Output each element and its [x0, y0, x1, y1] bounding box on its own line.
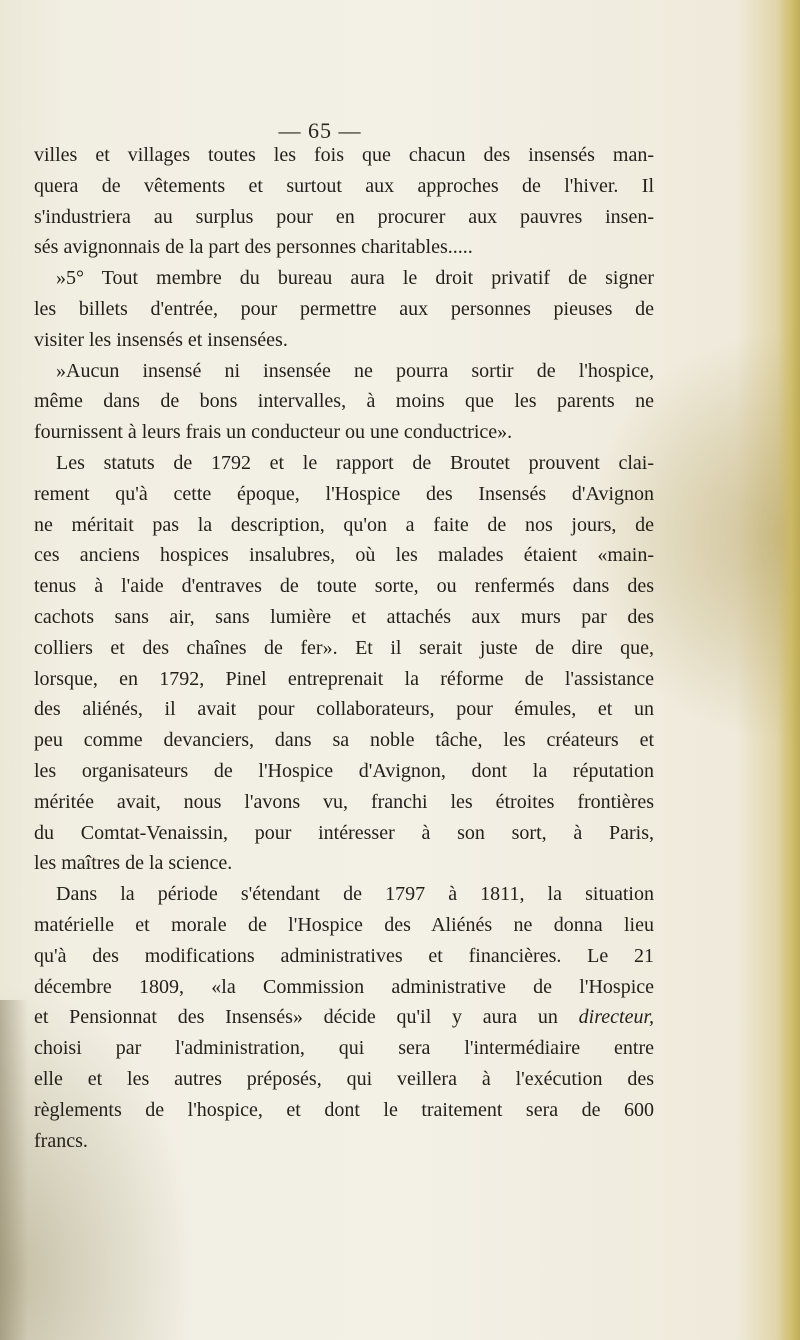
text-line: même dans de bons intervalles, à moins que les parents ne [34, 390, 654, 413]
text-line-with-italic [34, 1002, 654, 1033]
text-line: elle et les autres préposés, qui veillera à l'exécution des [34, 1067, 654, 1090]
text-line: choisi par l'administration, qui sera l'intermédiaire entre [34, 1037, 654, 1060]
body-text [34, 140, 654, 1156]
text-line: francs. [34, 1129, 88, 1152]
text-line: peu comme devanciers, dans sa noble tâche, les créateurs et [34, 729, 654, 752]
text-line: ces anciens hospices insalubres, où les malades étaient «main- [34, 544, 654, 567]
text-line: des aliénés, il avait pour collaborateurs, pour émules, et un [34, 698, 654, 721]
text-line: règlements de l'hospice, et dont le traitement sera de 600 [34, 1098, 654, 1121]
text-line: les organisateurs de l'Hospice d'Avignon, dont la réputation [34, 759, 654, 782]
text-line: qu'à des modifications administratives et financières. Le 21 [34, 944, 654, 967]
text-line: quera de vêtements et surtout aux approches de l'hiver. Il [34, 174, 654, 197]
text-line: »Aucun insensé ni insensée ne pourra sortir de l'hospice, [56, 359, 654, 382]
text-line: visiter les insensés et insensées. [34, 328, 288, 351]
text-line: Les statuts de 1792 et le rapport de Broutet prouvent clai- [56, 451, 654, 474]
page-edge-left [0, 1000, 28, 1340]
text-line: »5° Tout membre du bureau aura le droit privatif de signer [56, 267, 654, 290]
text-line: rement qu'à cette époque, l'Hospice des Insensés d'Avignon [34, 482, 654, 505]
text-segment: et Pensionnat des Insensés» décide qu'il y aura un [34, 1006, 558, 1029]
text-line: les maîtres de la science. [34, 852, 233, 875]
text-line: cachots sans air, sans lumière et attachés aux murs par des [34, 605, 654, 628]
text-line: méritée avait, nous l'avons vu, franchi les étroites frontières [34, 790, 654, 813]
text-line: villes et villages toutes les fois que chacun des insensés man- [34, 144, 654, 166]
page-number: — 65 — [278, 118, 362, 143]
text-line: fournissent à leurs frais un conducteur ou une conductrice». [34, 421, 513, 444]
text-line: Dans la période s'étendant de 1797 à 1811, la situation [56, 883, 654, 906]
text-line: décembre 1809, «la Commission administrative de l'Hospice [34, 975, 654, 998]
text-line: du Comtat-Venaissin, pour intéresser à son sort, à Paris, [34, 821, 654, 844]
text-line: ne méritait pas la description, qu'on a faite de nos jours, de [34, 513, 654, 536]
text-line: les billets d'entrée, pour permettre aux personnes pieuses de [34, 297, 654, 320]
text-line: sés avignonnais de la part des personnes charitables..... [34, 236, 473, 259]
italic-word: directeur, [578, 1006, 655, 1029]
text-line: lorsque, en 1792, Pinel entreprenait la réforme de l'assistance [34, 667, 654, 690]
page-edge-right [778, 0, 800, 1340]
text-line: s'industriera au surplus pour en procurer aux pauvres insen- [34, 205, 654, 228]
text-line: matérielle et morale de l'Hospice des Aliénés ne donna lieu [34, 913, 654, 936]
text-line: tenus à l'aide d'entraves de toute sorte, ou renfermés dans des [34, 575, 654, 598]
text-line: colliers et des chaînes de fer». Et il serait juste de dire que, [34, 636, 654, 659]
